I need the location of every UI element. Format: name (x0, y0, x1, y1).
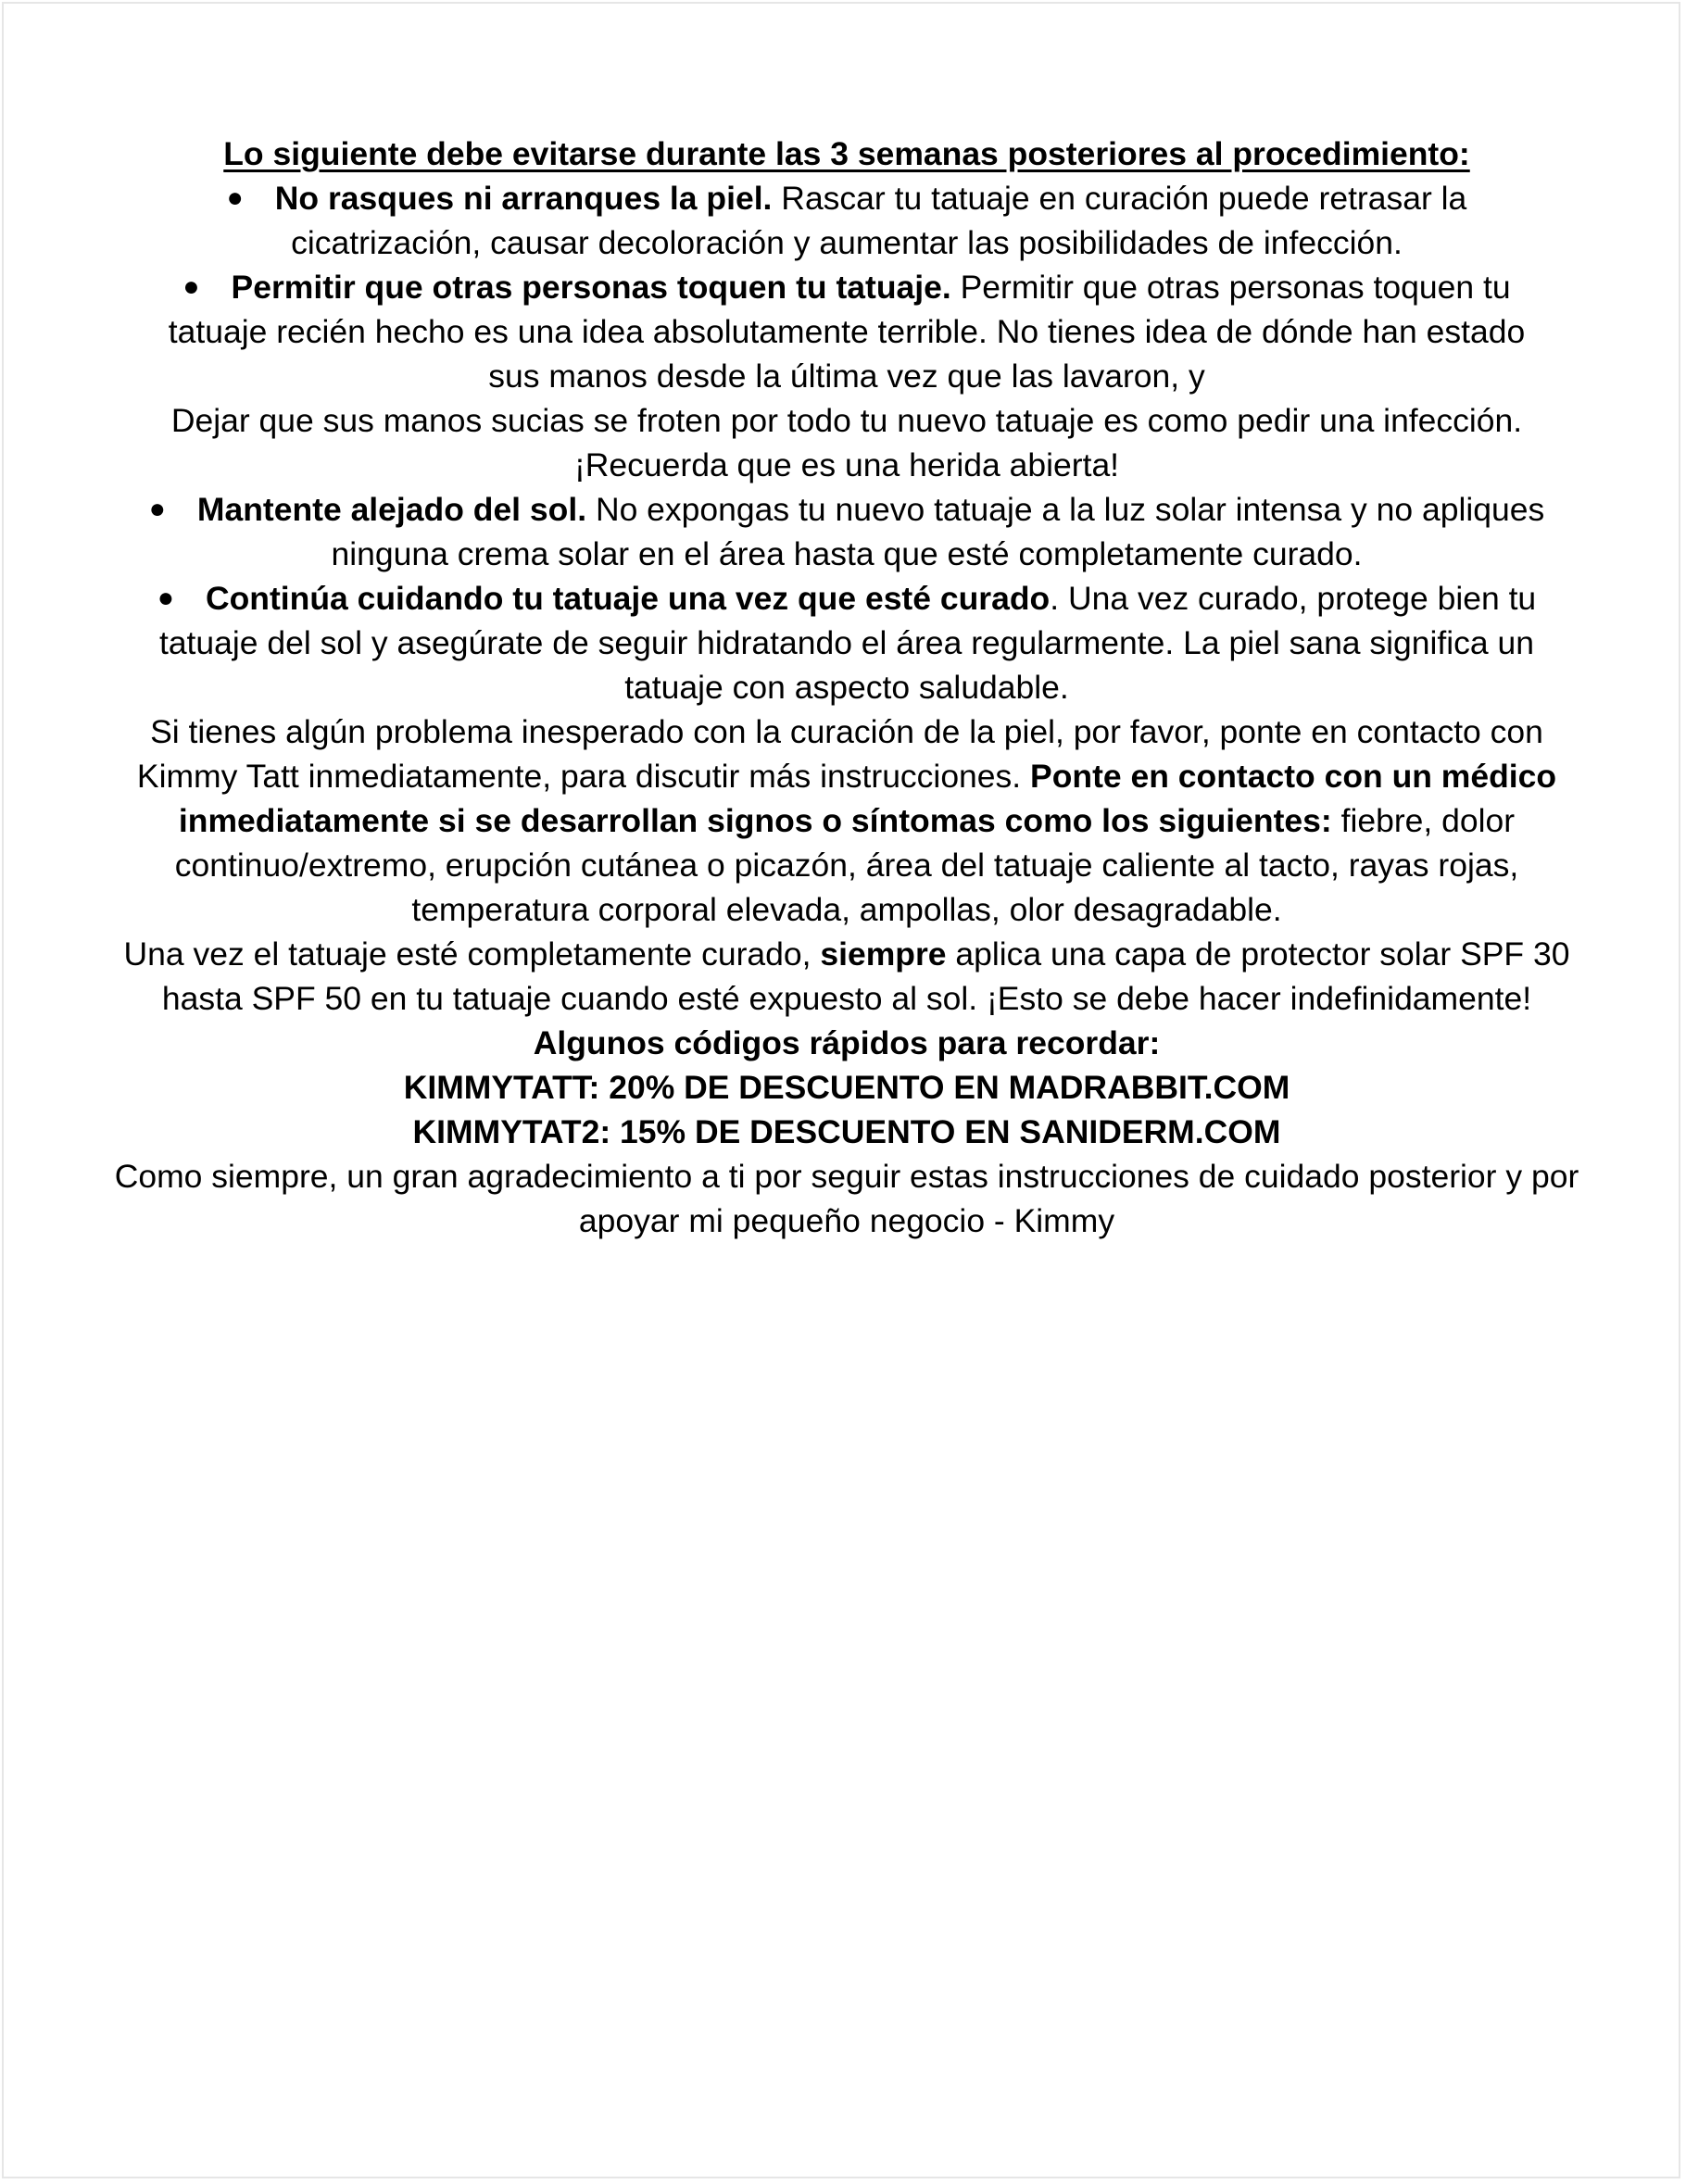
list-item-title: Permitir que otras personas toquen tu tatuaje. (231, 269, 951, 306)
bullet-icon: ● (182, 271, 200, 302)
list-item-text: . Una vez curado, protege bien tu tatuaje del sol y asegúrate de seguir hidratando el área regularmente. La piel sana significa un tatuaje con aspecto saludable. (158, 580, 1537, 706)
avoid-list-bottom (96, 487, 1597, 709)
bullet-icon: ● (148, 494, 166, 524)
list-item (96, 265, 1597, 398)
list-item (96, 176, 1597, 265)
list-item-title: Continúa cuidando tu tatuaje una vez que esté curado (205, 580, 1051, 617)
list-item-text: Rascar tu tatuaje en curación puede retrasar la cicatrización, causar decoloración y aumentar las posibilidades de infección. (291, 180, 1467, 261)
list-item (96, 576, 1597, 709)
sun-text-end: aplica una capa de protector solar SPF 30 hasta SPF 50 en tu tatuaje cuando esté expuesto al sol. ¡Esto se debe hacer indefinidamente! (161, 935, 1570, 1017)
document-body (96, 132, 1597, 1243)
bullet-icon: ● (157, 583, 174, 613)
discount-code: KIMMYTATT: 20% DE DESCUENTO EN MADRABBIT.COM (403, 1069, 1290, 1106)
warning-text-start: Si tienes algún problema inesperado con la curación de la piel, por favor, ponte en contacto con Kimmy Tatt inmediatamente, para discutir más instrucciones. (136, 713, 1543, 795)
medical-warning-paragraph (96, 709, 1597, 932)
page-heading: Lo siguiente debe evitarse durante las 3 semanas posteriores al procedimiento: (223, 135, 1470, 172)
list-item-text: No expongas tu nuevo tatuaje a la luz solar intensa y no apliques ninguna crema solar en el área hasta que esté completamente curado. (331, 491, 1545, 572)
list-item-title: Mantente alejado del sol. (196, 491, 587, 528)
codes-title: Algunos códigos rápidos para recordar: (533, 1024, 1161, 1061)
closing-paragraph: Como siempre, un gran agradecimiento a ti por seguir estas instrucciones de cuidado posterior y por apoyar mi pequeño negocio - Kimmy (114, 1158, 1579, 1239)
sunscreen-paragraph (96, 932, 1597, 1021)
sun-text-start: Una vez el tatuaje esté completamente curado, (123, 935, 821, 973)
warning-text-end: fiebre, dolor continuo/extremo, erupción cutánea o picazón, área del tatuaje caliente al tacto, rayas rojas, temperatura corporal elevada, ampollas, olor desagradable. (174, 802, 1519, 928)
list-item-text: Permitir que otras personas toquen tu tatuaje recién hecho es una idea absolutamente terrible. No tienes idea de dónde han estado sus manos desde la última vez que las lavaron, y (168, 269, 1526, 395)
discount-code: KIMMYTAT2: 15% DE DESCUENTO EN SANIDERM.COM (412, 1113, 1281, 1150)
warning-bold-text: Ponte en contacto con un médico inmediatamente si se desarrollan signos o síntomas como los siguientes: (178, 758, 1557, 839)
dirty-hands-paragraph: Dejar que sus manos sucias se froten por todo tu nuevo tatuaje es como pedir una infección. ¡Recuerda que es una herida abierta! (170, 402, 1523, 483)
list-item (96, 487, 1597, 576)
document-page (2, 2, 1680, 2178)
sun-bold-text: siempre (820, 935, 947, 973)
avoid-list-top (96, 176, 1597, 398)
list-item-title: No rasques ni arranques la piel. (274, 180, 773, 217)
bullet-icon: ● (226, 182, 244, 213)
